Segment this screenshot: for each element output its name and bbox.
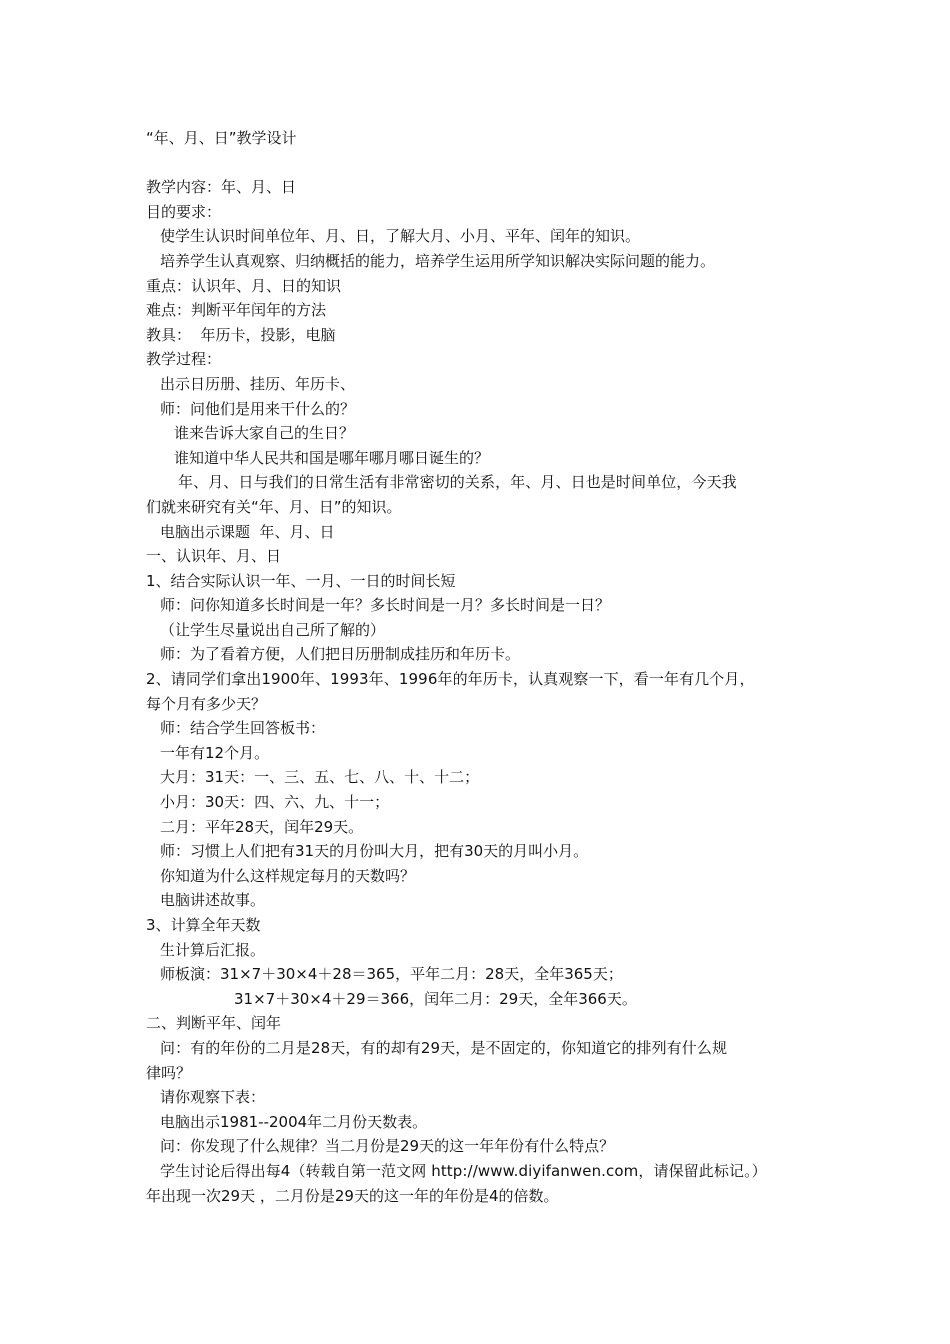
text-line-intro-paragraph: 年、月、日与我们的日常生活有非常密切的关系，年、月、日也是时间单位，今天我 [178,473,737,492]
text-line-board-calc-common: 师板演：31×7＋30×4＋28＝365，平年二月：28天，全年365天； [160,965,623,984]
text-line-observe-table: 请你观察下表： [160,1088,266,1107]
text-line-show-table: 电脑出示1981--2004年二月份天数表。 [160,1112,428,1131]
subsection-heading-1: 1、结合实际认识一年、一月、一日的时间长短 [146,571,456,590]
text-line-calendar-note: 师：为了看着方便，人们把日历册制成挂历和年历卡。 [160,645,521,664]
document-body [146,126,810,1208]
text-line-february-question-cont: 律吗？ [146,1063,192,1082]
text-line-difficulty: 难点：判断平年闰年的方法 [146,301,327,320]
text-line-show-calendars: 出示日历册、挂历、年历卡、 [160,374,356,393]
text-line-process-heading: 教学过程： [146,350,222,369]
text-line-board-writing: 师：结合学生回答板书： [160,719,326,738]
text-line-february: 二月：平年28天，闰年29天。 [160,817,364,836]
text-line-content: 教学内容：年、月、日 [146,178,297,197]
subsection-heading-2: 2、请同学们拿出1900年、1993年、1996年的年历卡，认真观察一下，看一年有几个月， [146,670,755,689]
text-line-story: 电脑讲述故事。 [160,891,266,910]
text-line-why-question: 你知道为什么这样规定每月的天数吗？ [160,866,416,885]
text-line-small-months: 小月：30天：四、六、九、十一； [160,793,390,812]
subsection-heading-2-cont: 每个月有多少天？ [146,694,267,713]
text-line-objectives-heading: 目的要求： [146,202,222,221]
text-line-duration-question: 师：问你知道多长时间是一年？多长时间是一月？多长时间是一日？ [160,596,611,615]
text-line-pattern-question: 问：你发现了什么规律？当二月份是29天的这一年年份有什么特点？ [160,1137,615,1156]
text-line-birthday-question: 谁来告诉大家自己的生日？ [174,424,355,443]
text-line-teaching-aids: 教具： 年历卡，投影，电脑 [146,325,336,344]
text-line-discussion: 学生讨论后得出每4（转载自第一范文网 http://www.diyifanwen.com，请保留此标记。） [160,1161,767,1180]
text-line-month-naming: 师：习惯上人们把有31天的月份叫大月，把有30天的月叫小月。 [160,842,589,861]
text-line-show-topic: 电脑出示课题 年、月、日 [160,522,335,541]
text-line-twelve-months: 一年有12个月。 [160,743,270,762]
text-line-intro-paragraph-cont: 们就来研究有关“年、月、日”的知识。 [146,497,402,516]
text-line-conclusion: 年出现一次29天 ，二月份是29天的这一年的年份是4的倍数。 [146,1186,559,1205]
section-heading-2: 二、判断平年、闰年 [146,1014,282,1033]
section-heading-1: 一、认识年、月、日 [146,547,282,566]
text-line-february-question: 问：有的年份的二月是28天，有的却有29天，是不固定的，你知道它的排列有什么规 [160,1038,728,1057]
text-line-teacher-question: 师：问他们是用来干什么的？ [160,399,356,418]
document-title: “年、月、日”教学设计 [146,129,297,147]
subsection-heading-3: 3、计算全年天数 [146,916,261,934]
text-line-student-report: 生计算后汇报。 [160,940,266,959]
text-line-objective-2: 培养学生认真观察、归纳概括的能力，培养学生运用所学知识解决实际问题的能力。 [160,251,716,270]
text-line-big-months: 大月：31天：一、三、五、七、八、十、十二； [160,768,480,787]
text-line-student-answer-note: （让学生尽量说出自己所了解的） [160,620,386,639]
text-line-key-point: 重点：认识年、月、日的知识 [146,276,342,295]
text-line-board-calc-leap: 31×7＋30×4＋29＝366，闰年二月：29天，全年366天。 [234,989,637,1008]
text-line-prc-question: 谁知道中华人民共和国是哪年哪月哪日诞生的？ [174,448,490,467]
text-line-objective-1: 使学生认识时间单位年、月、日，了解大月、小月、平年、闰年的知识。 [160,227,641,246]
